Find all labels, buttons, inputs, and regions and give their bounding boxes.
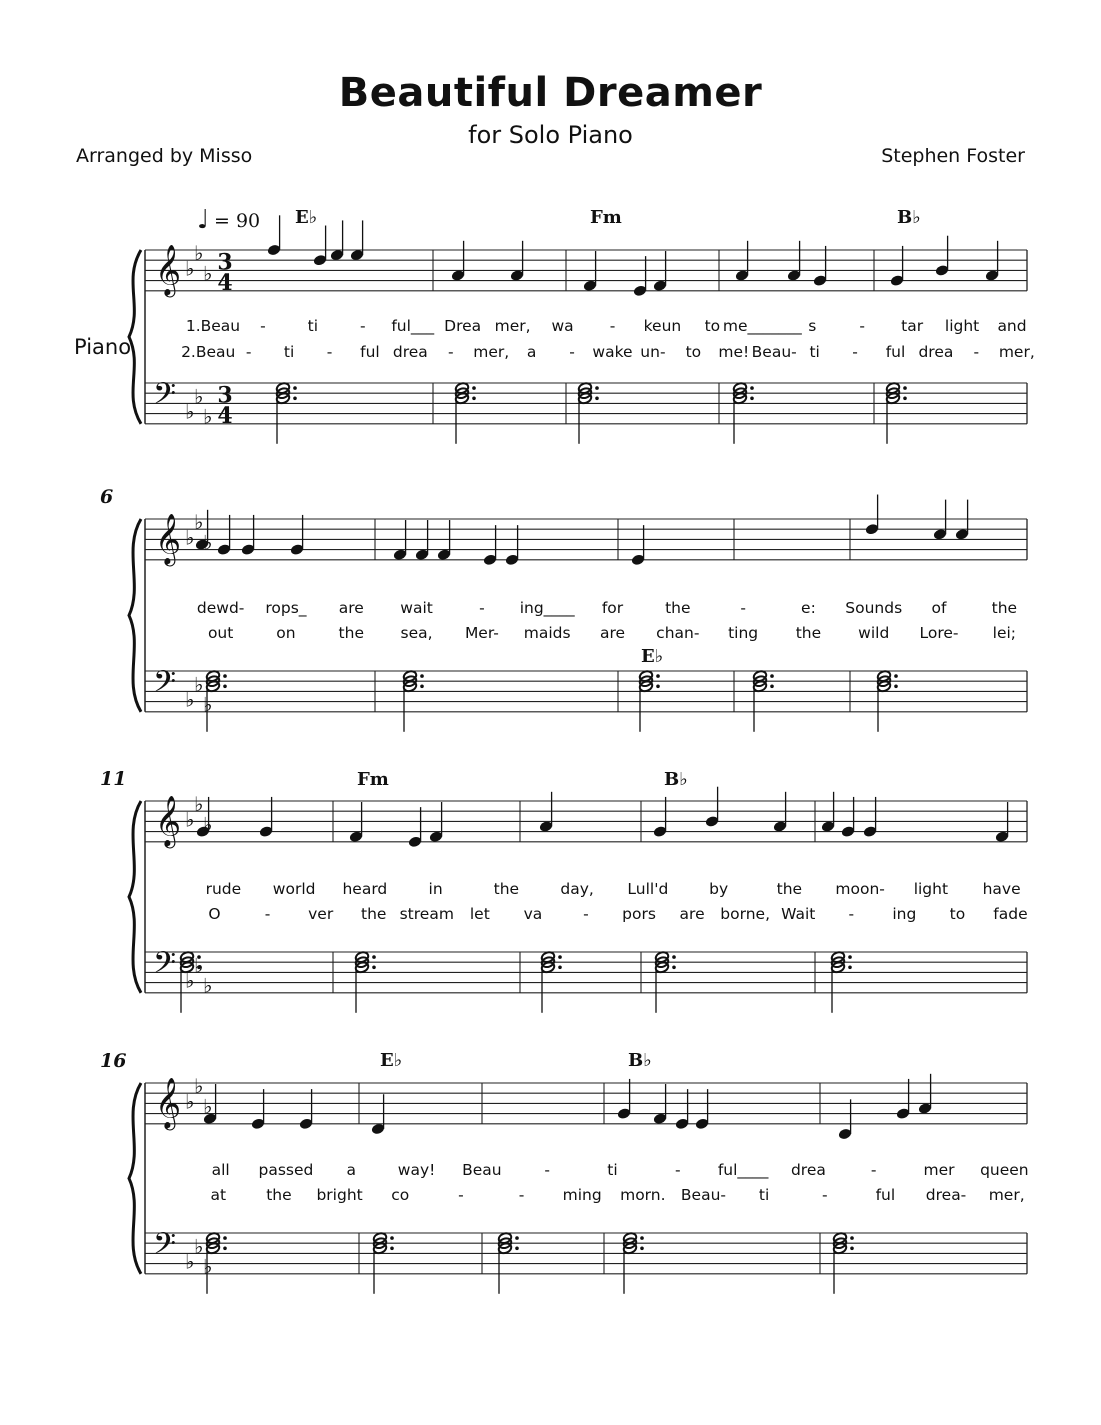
lyric-syllable: ti bbox=[307, 317, 319, 335]
brace bbox=[129, 519, 141, 712]
lyric-syllable: co bbox=[391, 1186, 410, 1204]
lyric-syllable: rude bbox=[205, 880, 242, 898]
lyric-syllable: - bbox=[973, 343, 980, 361]
dot bbox=[903, 397, 907, 401]
lyric-syllable: - bbox=[447, 343, 454, 361]
system-4 bbox=[129, 1074, 1027, 1294]
flat-sign: ♭ bbox=[185, 1249, 195, 1274]
lyric-syllable: the bbox=[266, 1186, 292, 1204]
lyric-syllable: drea bbox=[790, 1161, 826, 1179]
lyric-syllable: maids bbox=[523, 624, 571, 642]
lyric-syllable: Lore- bbox=[919, 624, 959, 642]
lyric-syllable: let bbox=[469, 905, 490, 923]
lyric-syllable: in bbox=[428, 880, 443, 898]
dot bbox=[372, 955, 376, 959]
flat-sign: ♭ bbox=[185, 968, 195, 993]
lyric-syllable: mer, bbox=[998, 343, 1035, 361]
lyric-syllable: drea bbox=[392, 343, 428, 361]
lyric-syllable: ful___ bbox=[391, 317, 435, 335]
flat-sign: ♭ bbox=[185, 1089, 195, 1114]
lyric-syllable: by bbox=[709, 880, 729, 898]
bass-clef-icon: 𝄢 bbox=[153, 1227, 177, 1269]
lyric-syllable: fade bbox=[993, 905, 1028, 923]
lyric-syllable: ti bbox=[283, 343, 295, 361]
dot bbox=[390, 1247, 394, 1251]
lyric-syllable: chan- bbox=[656, 624, 700, 642]
dot bbox=[372, 966, 376, 970]
flat-sign: ♭ bbox=[203, 973, 213, 998]
lyric-syllable: drea bbox=[918, 343, 954, 361]
dot bbox=[558, 966, 562, 970]
flat-sign: ♭ bbox=[203, 1094, 213, 1119]
lyric-syllable: all bbox=[211, 1161, 230, 1179]
lyric-syllable: ing bbox=[892, 905, 917, 923]
lyric-syllable: to bbox=[685, 343, 702, 361]
lyric-syllable: - bbox=[569, 343, 575, 361]
dot bbox=[656, 685, 660, 689]
lyric-syllable: a bbox=[346, 1161, 357, 1179]
dot bbox=[558, 955, 562, 959]
page-subtitle: for Solo Piano bbox=[468, 121, 633, 149]
lyric-syllable: are bbox=[679, 905, 705, 923]
lyric-syllable: heard bbox=[342, 880, 388, 898]
treble-clef-icon: 𝄞 bbox=[155, 1077, 182, 1129]
dot bbox=[223, 685, 227, 689]
lyric-syllable: mer, bbox=[494, 317, 531, 335]
lyric-syllable: rops_ bbox=[265, 599, 307, 617]
flat-sign: ♭ bbox=[194, 1234, 204, 1259]
flat-sign: ♭ bbox=[185, 399, 195, 424]
flat-sign: ♭ bbox=[185, 525, 195, 550]
lyric-syllable: - bbox=[479, 599, 485, 617]
dot bbox=[640, 1247, 644, 1251]
lyric-syllable: have bbox=[982, 880, 1021, 898]
lyric-syllable: bright bbox=[316, 1186, 363, 1204]
lyric-syllable: ming bbox=[562, 1186, 602, 1204]
lyric-syllable: - bbox=[544, 1161, 550, 1179]
lyric-syllable: the bbox=[361, 905, 387, 923]
quarter-note-icon: ♩ bbox=[197, 205, 210, 235]
lyric-syllable: va bbox=[523, 905, 543, 923]
dot bbox=[770, 674, 774, 678]
lyric-syllable: - bbox=[821, 1186, 828, 1204]
lyric-syllable: a bbox=[526, 343, 537, 361]
time-signature-bottom: 4 bbox=[217, 269, 233, 296]
lyric-syllable: - bbox=[245, 343, 252, 361]
lyric-syllable: drea- bbox=[925, 1186, 967, 1204]
dot bbox=[515, 1247, 519, 1251]
lyric-syllable: the bbox=[991, 599, 1018, 617]
lyric-syllable: moon- bbox=[835, 880, 885, 898]
lyric-syllable: light bbox=[944, 317, 980, 335]
lyric-syllable: Drea bbox=[444, 317, 482, 335]
chord-symbol: E♭ bbox=[295, 207, 318, 228]
lyric-syllable: - bbox=[264, 905, 271, 923]
lyric-syllable: - bbox=[326, 343, 333, 361]
dot bbox=[420, 674, 424, 678]
lyric-syllable: pors bbox=[622, 905, 656, 923]
dot bbox=[223, 674, 227, 678]
lyric-syllable: ting bbox=[728, 624, 759, 642]
dot bbox=[595, 397, 599, 401]
dot bbox=[223, 1236, 227, 1240]
dot bbox=[420, 685, 424, 689]
lyric-syllable: - bbox=[458, 1186, 464, 1204]
dot bbox=[656, 674, 660, 678]
lyric-syllable: - bbox=[518, 1186, 525, 1204]
flat-sign: ♭ bbox=[194, 384, 204, 409]
instrument-label: Piano bbox=[74, 335, 132, 359]
flat-sign: ♭ bbox=[203, 404, 213, 429]
lyric-syllable: for bbox=[601, 599, 624, 617]
arranger-credit: Arranged by Misso bbox=[76, 145, 253, 167]
lyric-syllable: out bbox=[207, 624, 234, 642]
chord-symbol: E♭ bbox=[641, 646, 664, 667]
flat-sign: ♭ bbox=[203, 261, 213, 286]
lyric-syllable: me_______ bbox=[722, 317, 802, 335]
tempo-marking: = 90 bbox=[214, 210, 261, 232]
lyric-syllable: tar bbox=[901, 317, 924, 335]
dot bbox=[848, 966, 852, 970]
chord-symbol: B♭ bbox=[897, 207, 921, 228]
lyric-syllable: - bbox=[583, 905, 589, 923]
flat-sign: ♭ bbox=[203, 692, 213, 717]
flat-sign: ♭ bbox=[194, 241, 204, 266]
lyric-syllable: and bbox=[997, 317, 1027, 335]
lyric-syllable: Beau- bbox=[751, 343, 797, 361]
lyric-syllable: - bbox=[260, 317, 266, 335]
lyric-syllable: ti bbox=[607, 1161, 618, 1179]
lyric-syllable: light bbox=[913, 880, 949, 898]
lyric-syllable: to bbox=[949, 905, 966, 923]
lyric-syllable: - bbox=[675, 1161, 681, 1179]
chord-symbol: E♭ bbox=[380, 1050, 403, 1071]
lyric-syllable: dewd- bbox=[196, 599, 245, 617]
lyric-syllable: ing____ bbox=[519, 599, 575, 617]
lyric-syllable: wake bbox=[592, 343, 633, 361]
dot bbox=[472, 397, 476, 401]
dot bbox=[850, 1236, 854, 1240]
chord-symbol: B♭ bbox=[664, 769, 688, 790]
lyric-syllable: 1.Beau bbox=[185, 317, 241, 335]
lyric-syllable: O bbox=[208, 905, 221, 923]
lyric-syllable: the bbox=[338, 624, 364, 642]
flat-sign: ♭ bbox=[194, 953, 204, 978]
lyric-syllable: Sounds bbox=[845, 599, 903, 617]
lyric-syllable: way! bbox=[397, 1161, 436, 1179]
lyric-syllable: - bbox=[359, 317, 366, 335]
lyric-syllable: queen bbox=[980, 1161, 1029, 1179]
lyric-syllable: the bbox=[776, 880, 803, 898]
dot bbox=[848, 955, 852, 959]
dot bbox=[640, 1236, 644, 1240]
lyric-syllable: ful bbox=[875, 1186, 896, 1204]
lyric-syllable: mer, bbox=[473, 343, 510, 361]
treble-clef-icon: 𝄞 bbox=[155, 795, 182, 847]
lyric-syllable: ti bbox=[809, 343, 820, 361]
measure-number: 11 bbox=[100, 768, 127, 790]
flat-sign: ♭ bbox=[185, 256, 195, 281]
lyric-syllable: ful bbox=[360, 343, 380, 361]
bass-clef-icon: 𝄢 bbox=[153, 665, 177, 707]
lyric-syllable: mer, bbox=[988, 1186, 1025, 1204]
lyric-syllable: s bbox=[808, 317, 817, 335]
brace bbox=[129, 1083, 141, 1274]
flat-sign: ♭ bbox=[194, 792, 204, 817]
lyric-syllable: 2.Beau bbox=[181, 343, 236, 361]
lyric-syllable: to bbox=[704, 317, 721, 335]
composer-credit: Stephen Foster bbox=[881, 145, 1025, 167]
dot bbox=[894, 674, 898, 678]
dot bbox=[223, 1247, 227, 1251]
dot bbox=[672, 955, 676, 959]
lyric-syllable: the bbox=[795, 624, 822, 642]
time-signature-top: 3 bbox=[217, 249, 233, 276]
bass-clef-icon: 𝄢 bbox=[153, 946, 177, 988]
lyric-syllable: the bbox=[665, 599, 691, 617]
lyric-syllable: lei; bbox=[992, 624, 1017, 642]
dot bbox=[894, 685, 898, 689]
flat-sign: ♭ bbox=[203, 530, 213, 555]
lyric-syllable: - bbox=[870, 1161, 877, 1179]
brace bbox=[129, 801, 141, 993]
lyric-syllable: mer bbox=[923, 1161, 955, 1179]
dot bbox=[770, 685, 774, 689]
flat-sign: ♭ bbox=[194, 672, 204, 697]
lyric-syllable: Beau- bbox=[680, 1186, 727, 1204]
flat-sign: ♭ bbox=[194, 1074, 204, 1099]
lyric-syllable: borne, bbox=[720, 905, 771, 923]
dot bbox=[293, 386, 297, 390]
flat-sign: ♭ bbox=[185, 687, 195, 712]
lyric-syllable: world bbox=[272, 880, 316, 898]
time-signature-bottom: 4 bbox=[217, 402, 233, 429]
lyric-syllable: morn. bbox=[620, 1186, 666, 1204]
page-title: Beautiful Dreamer bbox=[338, 70, 763, 116]
lyric-syllable: - bbox=[740, 599, 746, 617]
chord-symbol: Fm bbox=[590, 207, 622, 228]
lyric-syllable: wild bbox=[858, 624, 890, 642]
dot bbox=[903, 386, 907, 390]
lyric-syllable: Wait bbox=[781, 905, 816, 923]
chord-symbol: Fm bbox=[357, 769, 389, 790]
lyric-syllable: ful bbox=[885, 343, 906, 361]
lyric-syllable: un- bbox=[640, 343, 666, 361]
measure-number: 6 bbox=[100, 486, 114, 508]
treble-clef-icon: 𝄞 bbox=[155, 513, 182, 565]
lyric-syllable: on bbox=[276, 624, 296, 642]
dot bbox=[595, 386, 599, 390]
lyric-syllable: of bbox=[931, 599, 947, 617]
lyric-syllable: passed bbox=[258, 1161, 314, 1179]
lyric-syllable: - bbox=[859, 317, 866, 335]
dot bbox=[750, 386, 754, 390]
dot bbox=[390, 1236, 394, 1240]
lyric-syllable: wait bbox=[400, 599, 433, 617]
measure-number: 16 bbox=[100, 1050, 127, 1072]
dot bbox=[472, 386, 476, 390]
lyric-syllable: sea, bbox=[400, 624, 433, 642]
bass-clef-icon: 𝄢 bbox=[153, 377, 177, 419]
lyric-syllable: - bbox=[848, 905, 855, 923]
lyric-syllable: at bbox=[210, 1186, 227, 1204]
flat-sign: ♭ bbox=[203, 1254, 213, 1279]
lyric-syllable: me! bbox=[718, 343, 750, 361]
dot bbox=[750, 397, 754, 401]
lyric-syllable: wa bbox=[551, 317, 574, 335]
dot bbox=[672, 966, 676, 970]
dot bbox=[850, 1247, 854, 1251]
lyric-syllable: stream bbox=[399, 905, 454, 923]
lyric-syllable: - bbox=[609, 317, 616, 335]
flat-sign: ♭ bbox=[185, 807, 195, 832]
lyric-syllable: ver bbox=[308, 905, 334, 923]
lyric-syllable: day, bbox=[560, 880, 594, 898]
time-signature-top: 3 bbox=[217, 382, 233, 409]
lyric-syllable: Mer- bbox=[464, 624, 499, 642]
lyric-syllable: ful____ bbox=[717, 1161, 769, 1179]
lyric-syllable: keun bbox=[643, 317, 682, 335]
flat-sign: ♭ bbox=[194, 510, 204, 535]
dot bbox=[293, 397, 297, 401]
lyric-syllable: are bbox=[599, 624, 626, 642]
lyric-syllable: - bbox=[852, 343, 858, 361]
chord-symbol: B♭ bbox=[628, 1050, 652, 1071]
treble-clef-icon: 𝄞 bbox=[155, 244, 182, 296]
lyric-syllable: are bbox=[338, 599, 364, 617]
lyric-syllable: Lull'd bbox=[627, 880, 669, 898]
system-3 bbox=[129, 787, 1027, 1013]
dot bbox=[515, 1236, 519, 1240]
lyric-syllable: ti bbox=[758, 1186, 770, 1204]
lyric-syllable: the bbox=[493, 880, 520, 898]
lyric-syllable: e: bbox=[801, 599, 816, 617]
flat-sign: ♭ bbox=[203, 812, 213, 837]
lyric-syllable: Beau bbox=[462, 1161, 502, 1179]
